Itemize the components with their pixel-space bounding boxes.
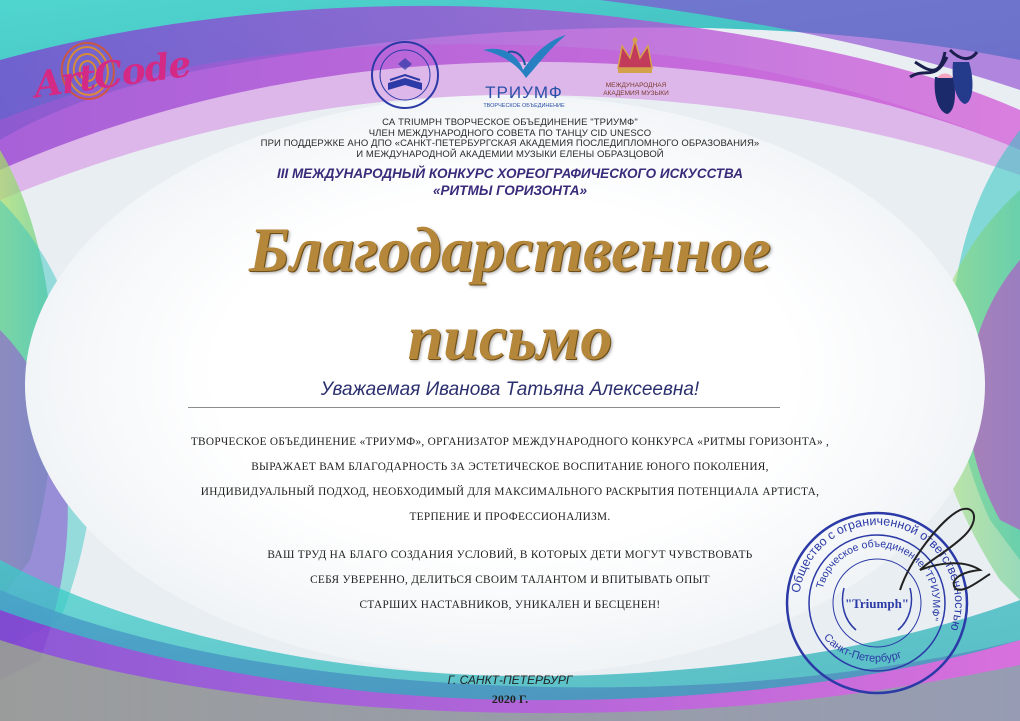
- triumph-bird-icon: [478, 30, 568, 80]
- stamp-bottom-text: Санкт-Петербург: [821, 631, 904, 665]
- artcode-wordmark: ArtCode: [31, 42, 193, 107]
- certificate-title-line-1: Благодарственное: [0, 212, 1020, 288]
- addressee: Уважаемая Иванова Татьяна Алексеевна!: [320, 379, 700, 400]
- contest-title-line-1: III МЕЖДУНАРОДНЫЙ КОНКУРС ХОРЕОГРАФИЧЕСКОГО ИСКУССТВА: [276, 166, 744, 181]
- organizer-info: [0, 118, 1020, 160]
- org-line: И МЕЖДУНАРОДНОЙ АКАДЕМИИ МУЗЫКИ ЕЛЕНЫ ОБРАЗЦОВОЙ: [356, 148, 664, 160]
- body-line: ВЫРАЖАЕТ ВАМ БЛАГОДАРНОСТЬ ЗА ЭСТЕТИЧЕСКОЕ ВОСПИТАНИЕ ЮНОГО ПОКОЛЕНИЯ,: [251, 461, 769, 473]
- stamp-outer-text: Общество с ограниченной ответственностью: [788, 513, 967, 633]
- body-line: ВАШ ТРУД НА БЛАГО СОЗДАНИЯ УСЛОВИЙ, В КОТОРЫХ ДЕТИ МОГУТ ЧУВСТВОВАТЬ: [267, 549, 753, 561]
- body-line: ИНДИВИДУАЛЬНЫЙ ПОДХОД, НЕОБХОДИМЫЙ ДЛЯ МАКСИМАЛЬНОГО РАСКРЫТИЯ ПОТЕНЦИАЛА АРТИСТА,: [200, 486, 820, 498]
- body-line: СЕБЯ УВЕРЕННО, ДЕЛИТЬСЯ СВОИМ ТАЛАНТОМ И ВПИТЫВАТЬ ОПЫТ: [310, 574, 710, 586]
- body-line: ТВОРЧЕСКОЕ ОБЪЕДИНЕНИЕ «ТРИУМФ», ОРГАНИЗАТОР МЕЖДУНАРОДНОГО КОНКУРСА «РИТМЫ ГОРИЗОНТА» ,: [190, 436, 830, 448]
- body-line: ТЕРПЕНИЕ И ПРОФЕССИОНАЛИЗМ.: [409, 511, 611, 523]
- org-line: ЧЛЕН МЕЖДУНАРОДНОГО СОВЕТА ПО ТАНЦУ CID UNESCO: [368, 127, 652, 139]
- svg-text:Санкт-Петербург: [821, 631, 903, 664]
- contest-title: [0, 165, 1020, 199]
- contest-title-line-2: «РИТМЫ ГОРИЗОНТА»: [432, 183, 588, 198]
- stamp-center-text: "Triumph": [844, 596, 910, 611]
- org-line: ПРИ ПОДДЕРЖКЕ АНО ДПО «САНКТ-ПЕТЕРБУРГСКАЯ АКАДЕМИЯ ПОСЛЕДИПЛОМНОГО ОБРАЗОВАНИЯ»: [260, 138, 760, 149]
- ballet-shoes-icon: [905, 22, 985, 117]
- certificate-title-line-2: письмо: [0, 300, 1020, 376]
- divider: [188, 407, 780, 408]
- triumph-logo-text: ТРИУМФ: [485, 83, 563, 102]
- year: 2020 Г.: [491, 692, 529, 706]
- org-line: СА TRIUMPH ТВОРЧЕСКОЕ ОБЪЕДИНЕНИЕ "ТРИУМФ": [382, 117, 638, 128]
- crown-icon: [610, 30, 660, 80]
- city: Г. САНКТ-ПЕТЕРБУРГ: [447, 673, 573, 687]
- signature: [880, 500, 1000, 610]
- stamp-inner-text: Творческое объединение "ТРИУМФ": [814, 537, 943, 622]
- book-emblem-icon: [368, 38, 442, 112]
- triumph-logo-subtext: ТВОРЧЕСКОЕ ОБЪЕДИНЕНИЕ: [483, 103, 565, 109]
- body-line: СТАРШИХ НАСТАВНИКОВ, УНИКАЛЕН И БЕСЦЕНЕН!: [359, 599, 661, 611]
- academy-logo-text: МЕЖДУНАРОДНАЯ АКАДЕМИЯ МУЗЫКИ: [603, 82, 669, 97]
